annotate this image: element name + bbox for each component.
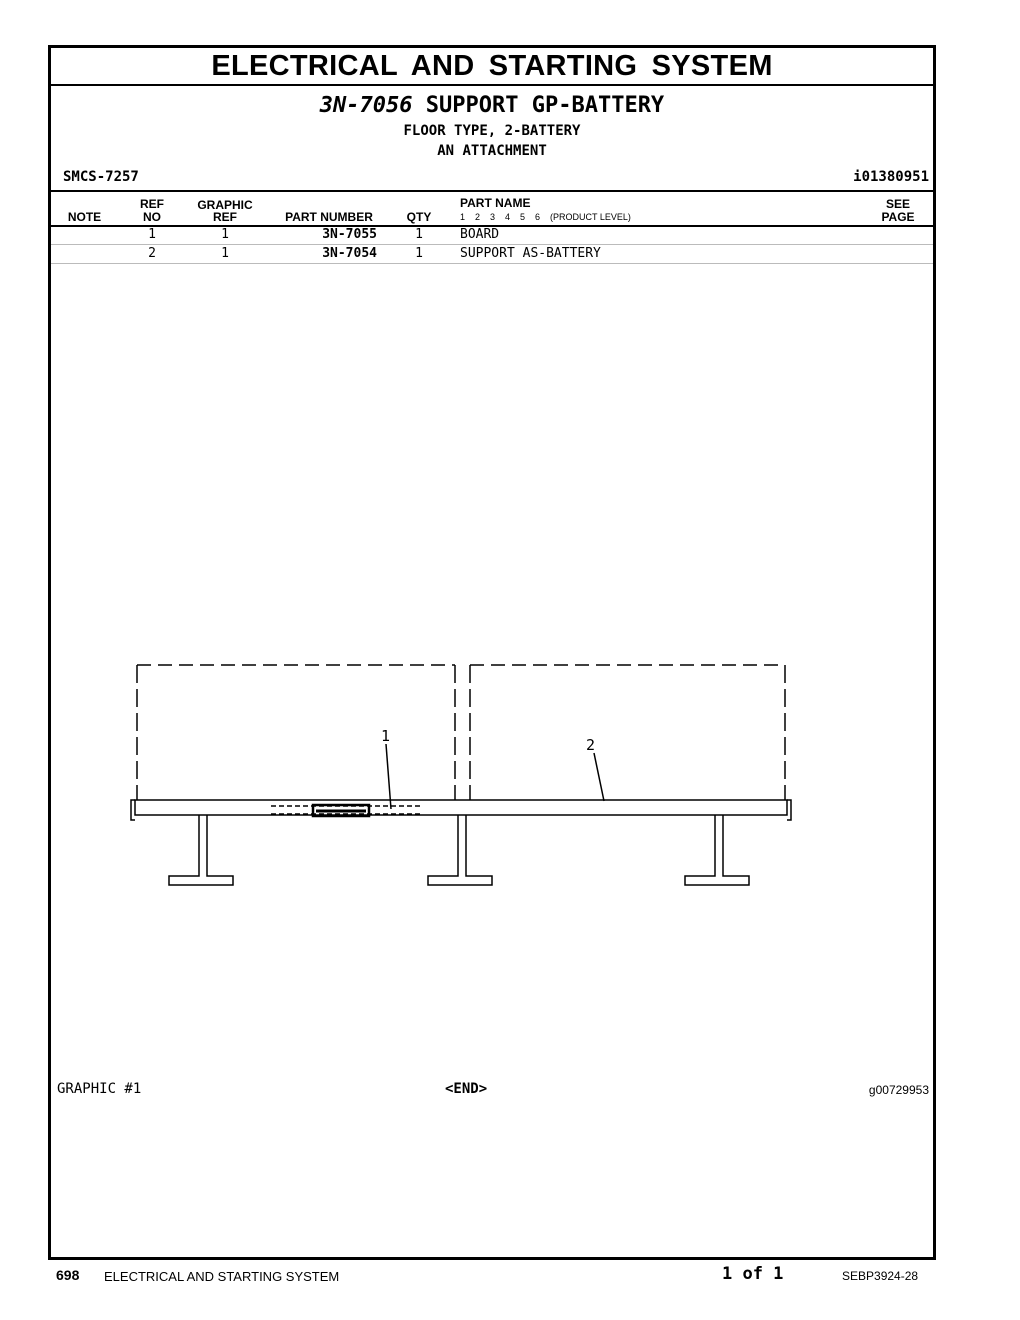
group-title: [51, 93, 933, 119]
footer-section-name: ELECTRICAL AND STARTING SYSTEM: [104, 1269, 340, 1284]
left-foot: [169, 815, 233, 885]
row-ref-no: 2: [148, 246, 156, 261]
col-header-product-level: 1 2 3 4 5 6 (PRODUCT LEVEL): [460, 212, 631, 222]
callout-2-label: 2: [586, 736, 596, 754]
graphic-end-marker: <END>: [445, 1081, 488, 1097]
col-header-part-number: PART NUMBER: [285, 210, 373, 224]
row-part-name: BOARD: [460, 227, 500, 242]
col-header-qty: QTY: [406, 210, 432, 224]
group-part-number: 3N-7056: [319, 93, 413, 118]
row-divider: [51, 263, 933, 264]
graphic-id: g00729953: [868, 1083, 929, 1097]
footer-page-number: 698: [56, 1267, 80, 1283]
group-subtitle-1: FLOOR TYPE, 2-BATTERY: [403, 123, 581, 139]
col-header-ref-bottom: NO: [143, 210, 161, 224]
row-qty: 1: [415, 246, 423, 261]
smcs-code: SMCS-7257: [63, 169, 139, 185]
row-qty: 1: [415, 227, 423, 242]
row-part-number: 3N-7054: [322, 246, 377, 261]
row-graphic-ref: 1: [221, 246, 229, 261]
row-graphic-ref: 1: [221, 227, 229, 242]
right-foot: [685, 815, 749, 885]
group-subtitle-2: AN ATTACHMENT: [437, 143, 547, 159]
center-foot: [428, 815, 492, 885]
col-header-ref-top: REF: [140, 197, 164, 211]
page-frame: [48, 45, 936, 1260]
col-header-graphic-top: GRAPHIC: [197, 198, 253, 212]
col-header-note: NOTE: [67, 210, 102, 224]
col-header-part-name: PART NAME: [460, 196, 531, 210]
callout-1-label: 1: [381, 727, 391, 745]
battery-support-drawing: [121, 648, 821, 948]
footer-doc-number: SEBP3924-28: [842, 1269, 919, 1283]
group-name: SUPPORT GP-BATTERY: [425, 93, 665, 118]
section-title: ELECTRICAL AND STARTING SYSTEM: [51, 48, 933, 86]
row-ref-no: 1: [148, 227, 156, 242]
callout-2-leader: [594, 753, 604, 801]
col-header-see-top: SEE: [885, 197, 910, 211]
graphic-label: GRAPHIC #1: [57, 1081, 142, 1097]
col-header-graphic-bottom: REF: [213, 210, 237, 224]
header-top-rule: [51, 190, 933, 192]
document-id: i01380951: [853, 169, 929, 185]
footer-page-of: 1 of 1: [722, 1264, 784, 1284]
support-board: [135, 800, 787, 815]
row-part-name: SUPPORT AS-BATTERY: [460, 246, 601, 261]
row-part-number: 3N-7055: [322, 227, 377, 242]
col-header-see-bottom: PAGE: [881, 210, 915, 224]
